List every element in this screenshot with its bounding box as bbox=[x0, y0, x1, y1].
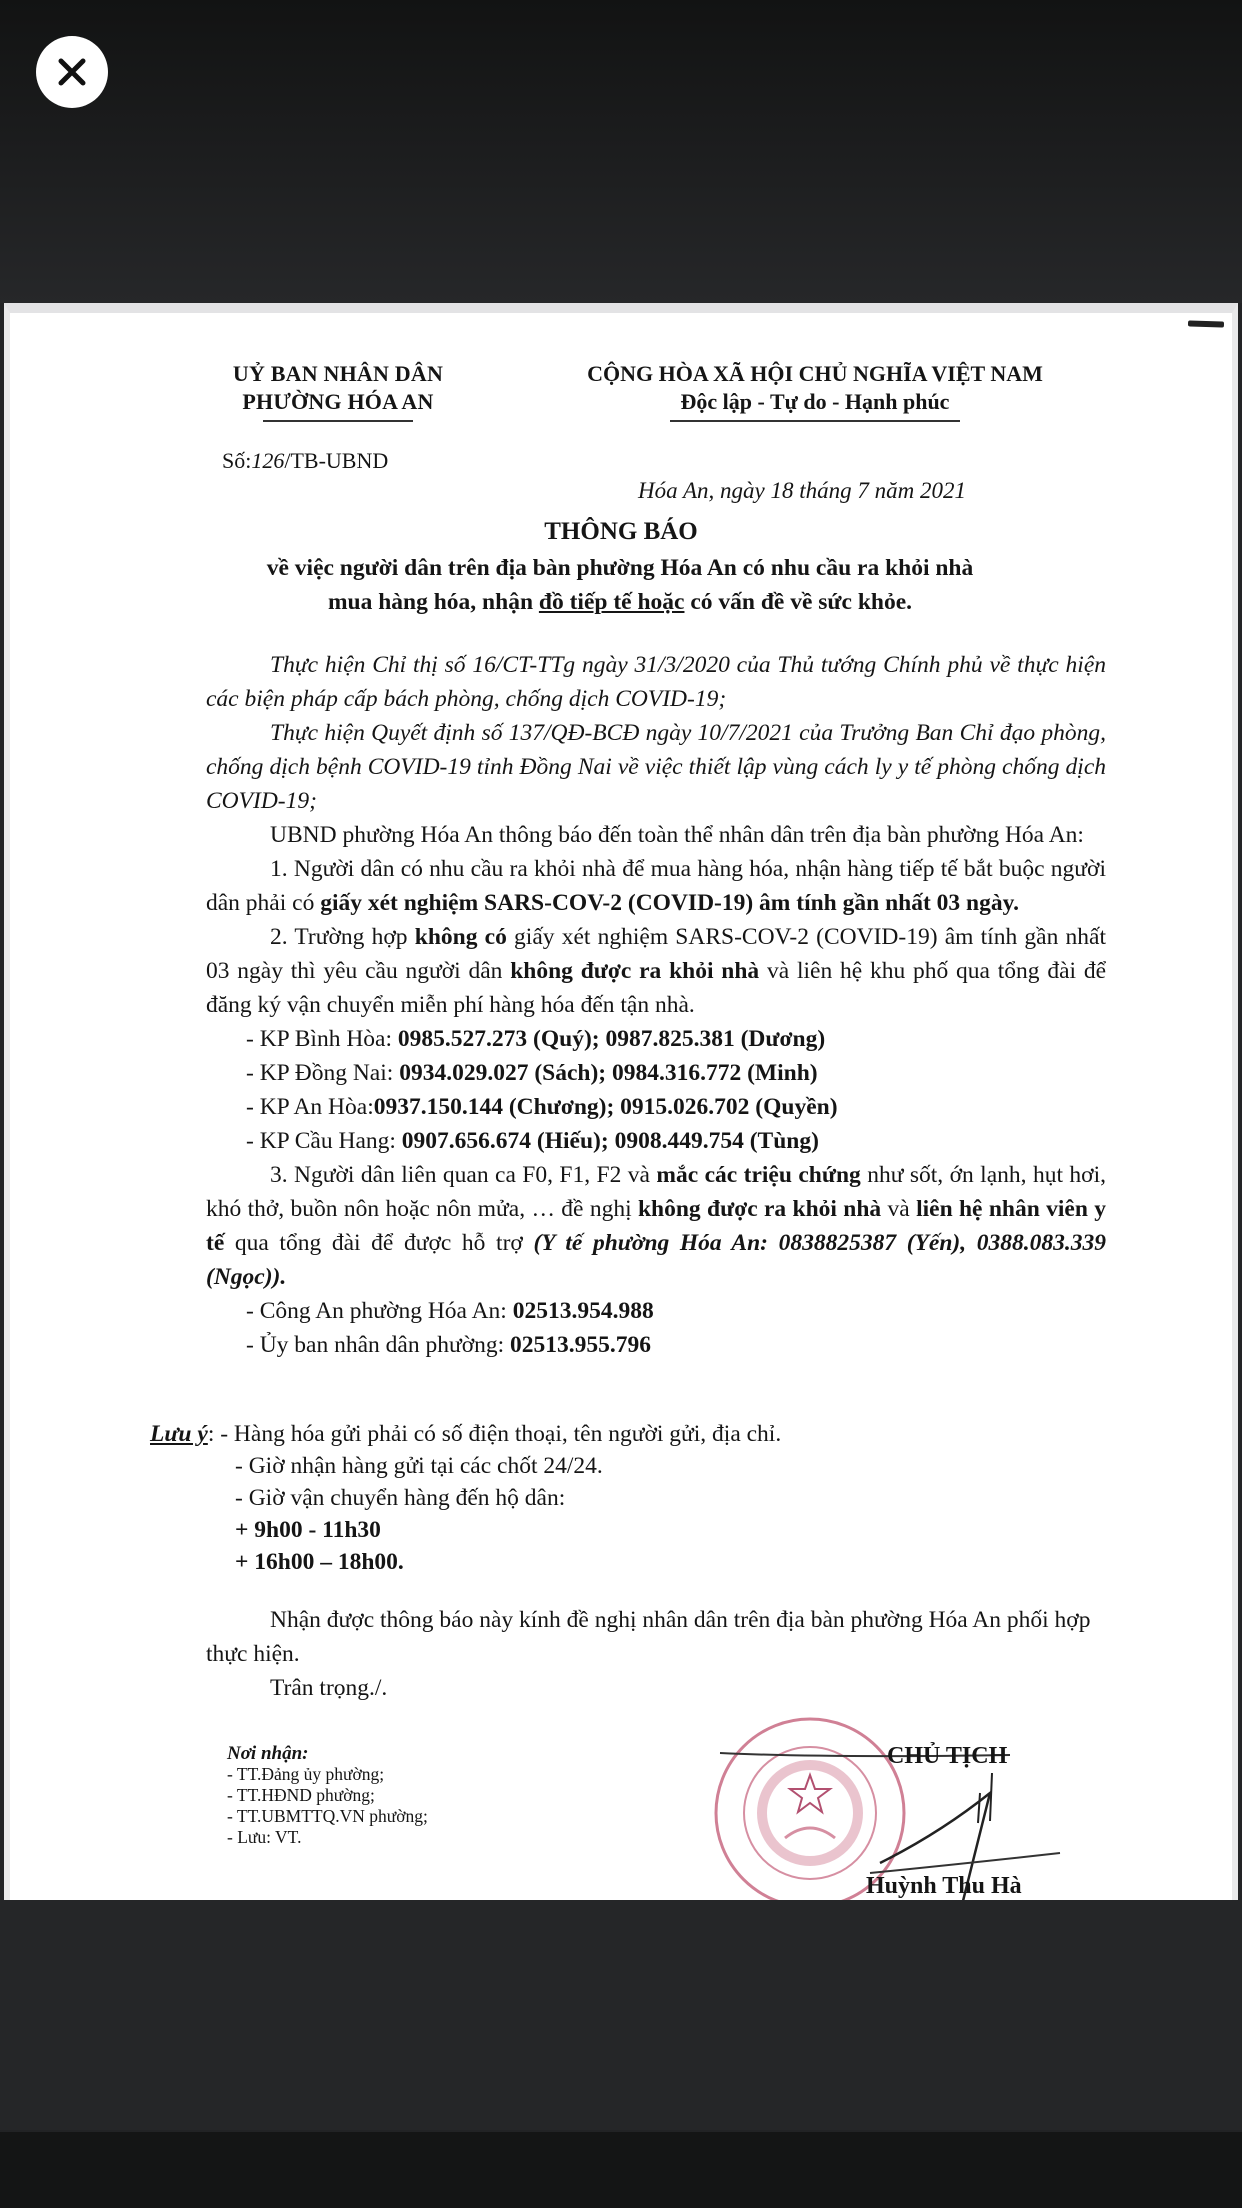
item-3-text-c: và bbox=[881, 1196, 917, 1222]
signer-name: Huỳnh Thu Hà bbox=[866, 1873, 1022, 1899]
national-header bbox=[545, 360, 1085, 422]
item-3-text-a: 3. Người dân liên quan ca F0, F1, F2 và bbox=[270, 1162, 657, 1188]
number-suffix: /TB-UBND bbox=[284, 448, 389, 473]
national-motto: Độc lập - Tự do - Hạnh phúc bbox=[680, 389, 950, 414]
item-2-text-c: và liên hệ khu phố qua tổng đài để đăng ký vận chuyển miễn phí hàng hóa đến tận nhà. bbox=[206, 958, 1107, 1018]
police-label: - Công An phường Hóa An: bbox=[246, 1298, 513, 1324]
item-2-text-a: 2. Trường hợp bbox=[270, 924, 415, 950]
document-body bbox=[206, 648, 1106, 1362]
item-3-text-d: qua tổng đài để được hỗ trợ bbox=[224, 1230, 534, 1256]
subtitle-line-1: về việc người dân trên địa bàn phường Hóa An có nhu cầu ra khỏi nhà bbox=[266, 555, 974, 581]
recipient-item: - TT.Đảng ủy phường; bbox=[227, 1764, 385, 1784]
contact-row bbox=[206, 1124, 1106, 1158]
corner-mark bbox=[1188, 320, 1224, 327]
item-2 bbox=[206, 920, 1106, 1022]
contact-row bbox=[206, 1090, 1106, 1124]
item-3-emphasis-a: mắc các triệu chứng bbox=[656, 1162, 861, 1188]
regards: Trân trọng./. bbox=[270, 1675, 388, 1701]
committee-label: - Ủy ban nhân dân phường: bbox=[246, 1332, 511, 1358]
item-3-medical-contacts: (Y tế phường Hóa An: 0838825387 (Yến), 0388.083.339 (Ngọc)). bbox=[206, 1230, 1106, 1290]
item-2-emphasis-b: không được ra khỏi nhà bbox=[510, 958, 760, 984]
contact-phones: 0985.527.273 (Quý); 0987.825.381 (Dương) bbox=[397, 1026, 826, 1052]
number-value: 126 bbox=[251, 448, 285, 473]
contact-label: - KP Đồng Nai: bbox=[246, 1060, 400, 1086]
contact-phones: 0934.029.027 (Sách); 0984.316.772 (Minh) bbox=[399, 1060, 818, 1086]
recipients bbox=[227, 1743, 428, 1848]
issuer-underline bbox=[263, 420, 413, 422]
closing-text: Nhận được thông báo này kính đề nghị nhân dân trên địa bàn phường Hóa An phối hợp thực hiện. bbox=[206, 1607, 1091, 1667]
issuer-line-1: UỶ BAN NHÂN DÂN bbox=[232, 361, 444, 386]
preamble-2: Thực hiện Quyết định số 137/QĐ-BCĐ ngày 10/7/2021 của Trưởng Ban Chỉ đạo phòng, chống dịch bệnh COVID-19 tỉnh Đồng Nai về việc thiết lập vùng cách ly y tế phòng chống dịch COVID-19; bbox=[206, 720, 1106, 814]
committee-phone: 02513.955.796 bbox=[510, 1332, 652, 1358]
contact-phones: 0907.656.674 (Hiếu); 0908.449.754 (Tùng) bbox=[401, 1128, 819, 1154]
viewer-top-bar bbox=[0, 0, 1242, 303]
closing-section bbox=[206, 1603, 1106, 1705]
recipient-item: - TT.UBMTTQ.VN phường; bbox=[227, 1806, 428, 1826]
document-subtitle bbox=[130, 551, 1110, 619]
contact-row bbox=[206, 1022, 1106, 1056]
recipient-item: - Lưu: VT. bbox=[227, 1827, 302, 1847]
item-3-text-b: như sốt, ớn lạnh, hụt hơi, khó thở, buồn nôn hoặc nôn mửa, … đề nghị bbox=[206, 1162, 1106, 1222]
motto-underline bbox=[670, 420, 960, 422]
document-title: THÔNG BÁO bbox=[544, 518, 698, 545]
contact-label: - KP Bình Hòa: bbox=[246, 1026, 398, 1052]
contact-row bbox=[206, 1056, 1106, 1090]
item-2-text-b: giấy xét nghiệm SARS-COV-2 (COVID-19) âm tính gần nhất 03 ngày thì yêu cầu người dân bbox=[206, 924, 1106, 984]
preamble-1: Thực hiện Chỉ thị số 16/CT-TTg ngày 31/3/2020 của Thủ tướng Chính phủ về thực hiện các biện pháp cấp bách phòng, chống dịch COVID-19; bbox=[206, 652, 1106, 712]
item-1 bbox=[206, 852, 1106, 920]
item-3-emphasis-c: liên hệ nhân viên y tế bbox=[206, 1196, 1107, 1256]
issuer-line-2: PHƯỜNG HÓA AN bbox=[242, 389, 434, 414]
item-1-text: 1. Người dân có nhu cầu ra khỏi nhà để mua hàng hóa, nhận hàng tiếp tế bắt buộc người dân phải có bbox=[206, 856, 1106, 916]
contact-label: - KP Cầu Hang: bbox=[246, 1128, 402, 1154]
note-section bbox=[150, 1418, 781, 1578]
committee-contact bbox=[206, 1328, 1106, 1362]
police-phone: 02513.954.988 bbox=[512, 1298, 654, 1324]
intro: UBND phường Hóa An thông báo đến toàn thể nhân dân trên địa bàn phường Hóa An: bbox=[270, 822, 1084, 848]
close-icon bbox=[55, 55, 89, 89]
recipient-item: - TT.HĐND phường; bbox=[227, 1785, 375, 1805]
signer-title: CHỦ TỊCH bbox=[887, 1743, 1008, 1769]
delivery-time-2: + 16h00 – 18h00. bbox=[235, 1549, 404, 1575]
note-line-3: - Giờ vận chuyển hàng đến hộ dân: bbox=[235, 1485, 566, 1511]
viewer-bottom-bar bbox=[0, 1900, 1242, 2130]
item-3 bbox=[206, 1158, 1106, 1294]
delivery-time-1: + 9h00 - 11h30 bbox=[235, 1517, 381, 1543]
item-2-emphasis-a: không có bbox=[414, 924, 507, 950]
note-label: Lưu ý bbox=[150, 1421, 208, 1447]
close-button[interactable] bbox=[36, 36, 108, 108]
national-title: CỘNG HÒA XÃ HỘI CHỦ NGHĨA VIỆT NAM bbox=[587, 361, 1043, 386]
subtitle-part-c: có vấn đề về sức khỏe. bbox=[684, 589, 913, 615]
item-1-emphasis: giấy xét nghiệm SARS-COV-2 (COVID-19) âm tính gần nhất 03 ngày. bbox=[320, 890, 1019, 916]
contact-label: - KP An Hòa: bbox=[246, 1094, 374, 1120]
contact-phones: 0937.150.144 (Chương); 0915.026.702 (Quyền) bbox=[373, 1094, 838, 1120]
number-prefix: Số: bbox=[222, 448, 252, 473]
viewer-bottom-strip bbox=[0, 2132, 1242, 2208]
subtitle-part-b: đồ tiếp tế hoặc bbox=[538, 589, 685, 615]
document-number bbox=[222, 448, 388, 474]
issuer-header bbox=[188, 360, 488, 422]
subtitle-part-a: mua hàng hóa, nhận bbox=[327, 589, 539, 615]
note-line-2: - Giờ nhận hàng gửi tại các chốt 24/24. bbox=[235, 1453, 603, 1479]
police-contact bbox=[206, 1294, 1106, 1328]
document-page bbox=[4, 303, 1238, 1903]
item-3-emphasis-b: không được ra khỏi nhà bbox=[637, 1196, 882, 1222]
document-date: Hóa An, ngày 18 tháng 7 năm 2021 bbox=[638, 478, 966, 503]
recipients-title: Nơi nhận: bbox=[227, 1743, 309, 1764]
subtitle-line-2 bbox=[130, 585, 1110, 619]
note-line-1: : - Hàng hóa gửi phải có số điện thoại, tên người gửi, địa chỉ. bbox=[207, 1421, 782, 1447]
